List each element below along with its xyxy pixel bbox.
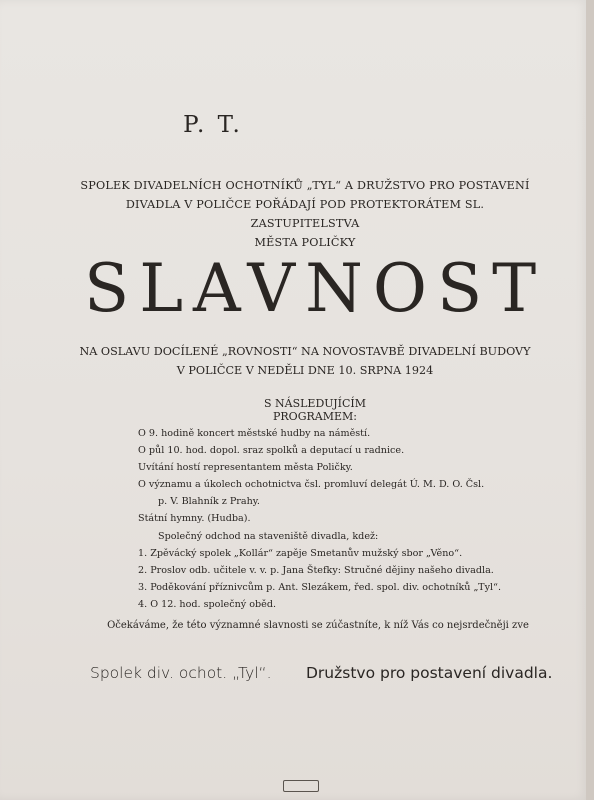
signature-left: Spolek div. ochot. „Tyl“. bbox=[90, 664, 272, 682]
program-item: O půl 10. hod. dopol. sraz spolků a deputací u radnice. bbox=[138, 445, 405, 457]
occasion-text bbox=[70, 342, 540, 380]
intro-line: MĚSTA POLIČKY bbox=[254, 236, 356, 249]
program-item: Společný odchod na staveniště divadla, kdež: bbox=[158, 530, 379, 542]
program-item: 2. Proslov odb. učitele v. v. p. Jana Štefky: Stručné dějiny našeho divadla. bbox=[138, 564, 494, 576]
program-item: 1. Zpěvácký spolek „Kollár“ zapěje Smetanův mužský sbor „Věno“. bbox=[138, 547, 463, 559]
poster-title: SLAVNOST bbox=[84, 250, 547, 327]
invitation-text: Očekáváme, že této významné slavnosti se zúčastníte, k níž Vás co nejsrdečněji zve bbox=[107, 620, 529, 631]
program-item: 4. O 12. hod. společný oběd. bbox=[138, 598, 277, 610]
program-item: p. V. Blahník z Prahy. bbox=[158, 496, 260, 508]
program-list bbox=[138, 425, 558, 613]
program-item: Státní hymny. (Hudba). bbox=[138, 513, 251, 525]
program-item: Uvítání hostí representantem města Poličky. bbox=[138, 462, 353, 474]
program-item: O významu a úkolech ochotnictva čsl. promluví delegát Ú. M. D. O. Čsl. bbox=[138, 479, 485, 491]
occasion-line: NA OSLAVU DOCÍLENÉ „ROVNOSTI“ NA NOVOSTAVBĚ DIVADELNÍ BUDOVY bbox=[79, 345, 531, 358]
paper-edge bbox=[586, 0, 594, 800]
program-item: 3. Poděkování příznivcům p. Ant. Slezákem, řed. spol. div. ochotníků „Tyl“. bbox=[138, 581, 502, 593]
intro-line: SPOLEK DIVADELNÍCH OCHOTNÍKŮ „TYL“ A DRUŽSTVO PRO POSTAVENÍ bbox=[80, 179, 530, 192]
intro-line: DIVADLA V POLIČCE POŘÁDAJÍ POD PROTEKTORÁTEM SL. ZASTUPITELSTVA bbox=[125, 198, 485, 230]
signature-right: Družstvo pro postavení divadla. bbox=[306, 664, 553, 682]
printer-stamp bbox=[283, 780, 319, 792]
program-item: O 9. hodině koncert městské hudby na náměstí. bbox=[138, 428, 371, 439]
occasion-line: V POLIČCE V NEDĚLI DNE 10. SRPNA 1924 bbox=[176, 364, 434, 377]
salutation: P. T. bbox=[183, 112, 243, 138]
program-heading: S NÁSLEDUJÍCÍM PROGRAMEM: bbox=[263, 397, 367, 423]
intro-text bbox=[70, 176, 540, 252]
